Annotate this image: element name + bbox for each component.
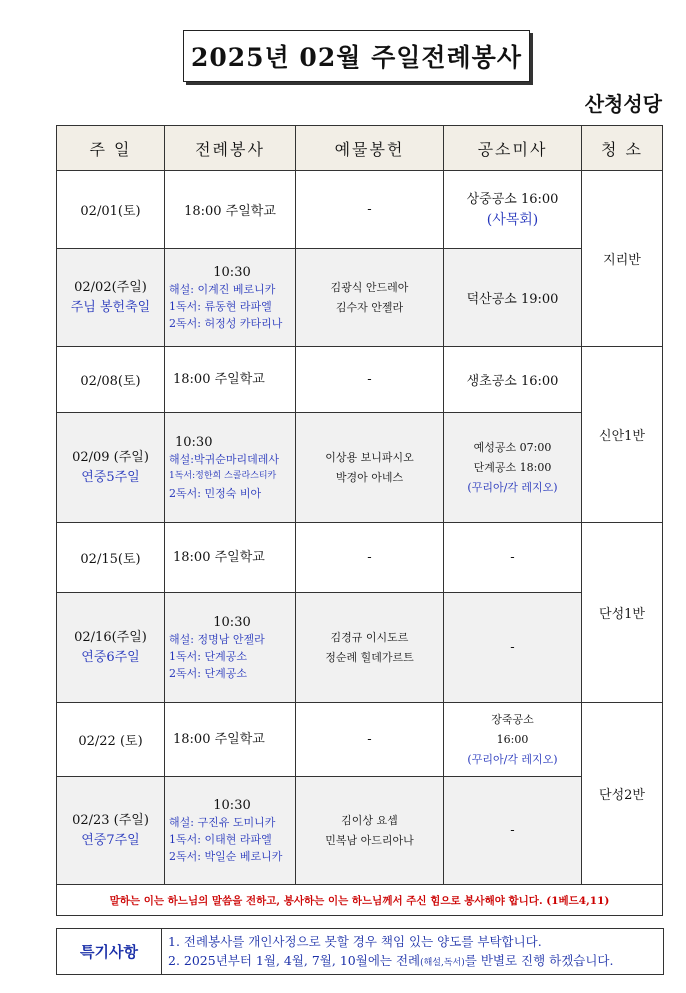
table-row [57, 171, 663, 249]
date-cell: 02/01(토) [57, 171, 165, 249]
service-cell: 10:30 해설: 정명남 안젤라 1독서: 단계공소 2독서: 단계공소 [165, 593, 296, 703]
table-header-row [57, 126, 663, 171]
header-offering: 예물봉헌 [296, 126, 444, 171]
service-cell: 10:30 해설:박귀순마리데레사 1독서:정한희 스콜라스티카 2독서: 민정숙 비아 [165, 413, 296, 523]
offering-cell: 이상용 보니파시오 박경아 아네스 [296, 413, 444, 523]
mission-cell: - [444, 777, 582, 885]
page-title: 2025년 02월 주일전례봉사 [183, 30, 530, 82]
service-cell: 18:00 주일학교 [165, 703, 296, 777]
scripture-quote: 말하는 이는 하느님의 말씀을 전하고, 봉사하는 이는 하느님께서 주신 힘으로 봉사해야 합니다. (1베드4,11) [57, 885, 663, 916]
table-row [57, 347, 663, 413]
service-cell: 10:30 해설: 구진유 도미니카 1독서: 이태현 라파엘 2독서: 박일순 베로니카 [165, 777, 296, 885]
mission-cell: 예성공소 07:00 단계공소 18:00 (꾸리아/각 레지오) [444, 413, 582, 523]
table-row [57, 523, 663, 593]
offering-cell: 김이상 요셉 민복남 아드리아나 [296, 777, 444, 885]
schedule-table [56, 125, 663, 916]
cleaning-cell: 단성2반 [582, 703, 663, 885]
date-cell: 02/15(토) [57, 523, 165, 593]
mission-cell: 생초공소 16:00 [444, 347, 582, 413]
offering-cell: - [296, 523, 444, 593]
cleaning-cell: 단성1반 [582, 523, 663, 703]
service-cell: 18:00 주일학교 [165, 171, 296, 249]
service-cell: 18:00 주일학교 [165, 347, 296, 413]
mission-cell: - [444, 593, 582, 703]
offering-cell: - [296, 703, 444, 777]
header-mission-mass: 공소미사 [444, 126, 582, 171]
note-line-2: 2. 2025년부터 1월, 4월, 7월, 10월에는 전례(해설,독서)를 반별로 진행 하겠습니다. [168, 953, 614, 968]
special-notes [56, 928, 664, 975]
header-cleaning: 청 소 [582, 126, 663, 171]
table-row [57, 249, 663, 347]
table-row [57, 593, 663, 703]
service-cell: 18:00 주일학교 [165, 523, 296, 593]
date-cell: 02/08(토) [57, 347, 165, 413]
notes-body [162, 929, 663, 974]
cleaning-cell: 지리반 [582, 171, 663, 347]
offering-cell: - [296, 171, 444, 249]
note-line-1: 1. 전례봉사를 개인사정으로 못할 경우 책임 있는 양도를 부탁합니다. [168, 934, 542, 949]
table-row [57, 777, 663, 885]
quote-row [57, 885, 663, 916]
notes-label: 특기사항 [57, 929, 162, 974]
service-cell: 10:30 해설: 이계진 베로니카 1독서: 류동현 라파엘 2독서: 허정성 카타리나 [165, 249, 296, 347]
mission-cell: 덕산공소 19:00 [444, 249, 582, 347]
offering-cell: - [296, 347, 444, 413]
date-cell: 02/22 (토) [57, 703, 165, 777]
date-cell: 02/09 (주일) 연중5주일 [57, 413, 165, 523]
mission-cell: 상중공소 16:00 (사목회) [444, 171, 582, 249]
header-date: 주 일 [57, 126, 165, 171]
offering-cell: 김경규 이시도르 정순례 힐데가르트 [296, 593, 444, 703]
date-cell: 02/02(주일) 주님 봉헌축일 [57, 249, 165, 347]
mission-cell: - [444, 523, 582, 593]
date-cell: 02/16(주일) 연중6주일 [57, 593, 165, 703]
table-row [57, 413, 663, 523]
offering-cell: 김광식 안드레아 김수자 안젤라 [296, 249, 444, 347]
mission-cell: 장죽공소 16:00 (꾸리아/각 레지오) [444, 703, 582, 777]
cleaning-cell: 신안1반 [582, 347, 663, 523]
header-liturgy: 전례봉사 [165, 126, 296, 171]
date-cell: 02/23 (주일) 연중7주일 [57, 777, 165, 885]
table-row [57, 703, 663, 777]
parish-name: 산청성당 [584, 92, 662, 116]
